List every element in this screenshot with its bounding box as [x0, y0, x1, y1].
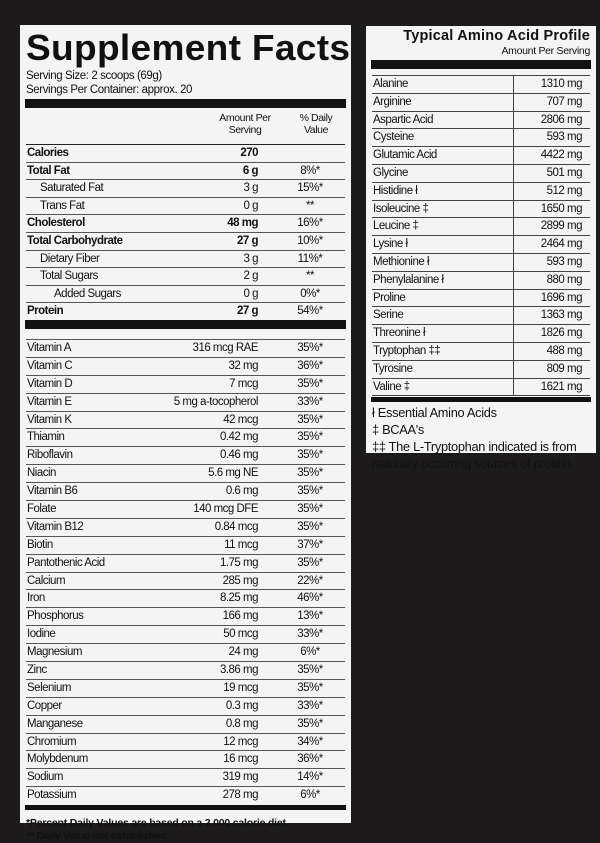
nutrient-row-amount: 3 g: [243, 252, 258, 265]
vitamin-row-daily-value: 36%*: [297, 359, 323, 372]
column-separator: [513, 343, 514, 361]
nutrient-row-name: Trans Fat: [40, 199, 85, 212]
amino-acid-row-name: Leucine ‡: [373, 220, 419, 233]
amino-acid-row-amount: 1696 mg: [540, 291, 582, 304]
vitamin-row-daily-value: 35%*: [297, 502, 323, 515]
amino-acid-row: [372, 183, 590, 201]
amino-acid-row-name: Arginine: [373, 95, 412, 108]
nutrient-row-daily-value: 11%*: [297, 252, 323, 265]
amino-acid-row-name: Glycine: [373, 166, 408, 179]
footnote-dv: *Percent Daily Values are based on a 2,000 calorie diet.: [26, 817, 289, 830]
vitamin-row: [26, 716, 345, 734]
nutrient-row: [26, 180, 345, 198]
vitamin-row-amount: 0.8 mg: [225, 717, 258, 730]
amino-acid-row-name: Lysine ł: [373, 238, 408, 251]
vitamin-row: [26, 394, 345, 412]
vitamin-row-daily-value: 22%*: [297, 574, 323, 587]
nutrient-row-name: Cholesterol: [27, 217, 85, 230]
vitamin-row: [26, 519, 345, 537]
vitamin-row-amount: 0.6 mg: [225, 485, 258, 498]
vitamin-row-amount: 166 mg: [222, 610, 258, 623]
vitamin-row-daily-value: 35%*: [297, 717, 323, 730]
amino-acid-row-name: Valine ‡: [373, 380, 410, 393]
vitamin-row-daily-value: 33%*: [297, 628, 323, 641]
vitamin-row-amount: 24 mg: [228, 646, 258, 659]
vitamin-row-amount: 140 mcg DFE: [193, 502, 258, 515]
vitamin-row-name: Vitamin K: [27, 413, 72, 426]
vitamin-row-daily-value: 35%*: [297, 377, 323, 390]
bottom-divider: [25, 805, 346, 810]
vitamin-row-daily-value: 14%*: [297, 771, 323, 784]
vitamin-row-amount: 0.42 mg: [219, 431, 258, 444]
amino-notes: [372, 402, 590, 472]
vitamin-row-name: Potassium: [27, 789, 77, 802]
spacer: [26, 329, 345, 340]
vitamin-row-daily-value: 35%*: [297, 663, 323, 676]
vitamin-row-amount: 319 mg: [222, 771, 258, 784]
vitamin-row-daily-value: 33%*: [297, 395, 323, 408]
vitamin-row-name: Pantothenic Acid: [27, 556, 105, 569]
vitamin-row-name: Chromium: [27, 735, 77, 748]
vitamin-row-amount: 12 mcg: [223, 735, 258, 748]
tryptophan-note: ‡‡ The L-Tryptophan indicated is from naturally occurring sources of protein.: [372, 439, 577, 472]
serving-size: Serving Size: 2 scoops (69g): [26, 70, 162, 82]
column-separator: [513, 272, 514, 290]
vitamin-row-amount: 16 mcg: [223, 753, 258, 766]
nutrient-row-daily-value: 10%*: [297, 234, 323, 247]
column-separator: [513, 94, 514, 112]
amino-acid-row-name: Serine: [373, 309, 404, 322]
vitamin-row-daily-value: 6%*: [300, 646, 320, 659]
vitamin-row: [26, 769, 345, 787]
vitamin-row-name: Zinc: [27, 663, 47, 676]
nutrient-row-amount: 2 g: [243, 270, 258, 283]
nutrient-row: [26, 233, 345, 251]
vitamin-row-daily-value: 35%*: [297, 341, 323, 354]
amino-acid-row: [372, 379, 590, 397]
amino-acid-row-name: Tyrosine: [373, 362, 413, 375]
amino-acid-row-amount: 512 mg: [546, 184, 582, 197]
nutrient-row-amount: 27 g: [236, 305, 258, 318]
vitamin-row-name: Vitamin D: [27, 377, 73, 390]
vitamin-row-name: Manganese: [27, 717, 83, 730]
amino-acid-row-name: Phenylalanine ł: [373, 273, 444, 286]
amino-acid-row-amount: 1650 mg: [540, 202, 582, 215]
amino-acid-row-amount: 809 mg: [546, 362, 582, 375]
vitamin-row: [26, 376, 345, 394]
column-separator: [513, 218, 514, 236]
vitamin-row: [26, 412, 345, 430]
vitamin-row-amount: 316 mcg RAE: [192, 341, 258, 354]
spacer: [372, 69, 590, 76]
nutrient-row-daily-value: 0%*: [300, 287, 320, 300]
vitamin-row-name: Vitamin A: [27, 341, 71, 354]
vitamin-row-name: Vitamin C: [27, 359, 73, 372]
vitamin-row-daily-value: 34%*: [297, 735, 323, 748]
vitamin-row: [26, 465, 345, 483]
column-separator: [513, 76, 514, 94]
vitamin-row: [26, 662, 345, 680]
amino-acid-row-amount: 4422 mg: [540, 149, 582, 162]
bcaa-note: ‡ BCAA's: [372, 422, 424, 438]
vitamin-row-name: Folate: [27, 502, 56, 515]
vitamin-row-amount: 7 mcg: [229, 377, 258, 390]
vitamin-row: [26, 644, 345, 662]
nutrient-row-amount: 0 g: [243, 199, 258, 212]
nutrient-row-name: Total Sugars: [40, 270, 98, 283]
nutrient-row-amount: 48 mg: [227, 217, 258, 230]
vitamin-row-name: Riboflavin: [27, 449, 73, 462]
amino-acid-row: [372, 325, 590, 343]
thick-divider: [25, 99, 346, 108]
amino-acid-row: [372, 290, 590, 308]
amino-acid-row-amount: 2899 mg: [540, 220, 582, 233]
amino-acid-row-amount: 593 mg: [546, 131, 582, 144]
amino-acid-row-amount: 593 mg: [546, 255, 582, 268]
vitamin-row-daily-value: 35%*: [297, 681, 323, 694]
column-separator: [513, 183, 514, 201]
amino-acid-row-name: Aspartic Acid: [373, 113, 433, 126]
amino-acid-row-amount: 488 mg: [546, 344, 582, 357]
column-separator: [513, 112, 514, 130]
vitamin-row: [26, 734, 345, 752]
vitamin-row: [26, 787, 345, 804]
amino-acid-row-amount: 1363 mg: [540, 309, 582, 322]
footnote-not-established: ** Daily Value not established.: [26, 830, 170, 843]
vitamin-row: [26, 590, 345, 608]
amino-acid-panel: [366, 26, 596, 472]
vitamin-row-amount: 42 mcg: [223, 413, 258, 426]
amino-acid-row-name: Histidine ł: [373, 184, 418, 197]
vitamin-row-amount: 5 mg a-tocopherol: [173, 395, 258, 408]
vitamin-row-name: Thiamin: [27, 431, 65, 444]
vitamin-row-amount: 285 mg: [222, 574, 258, 587]
vitamin-row-daily-value: 33%*: [297, 699, 323, 712]
vitamin-row: [26, 447, 345, 465]
vitamin-row-name: Vitamin B12: [27, 520, 84, 533]
vitamin-row-amount: 5.6 mg NE: [208, 467, 258, 480]
vitamin-row: [26, 751, 345, 769]
vitamin-row-daily-value: 6%*: [300, 789, 320, 802]
vitamin-row-daily-value: 36%*: [297, 753, 323, 766]
vitamin-row-amount: 0.46 mg: [219, 449, 258, 462]
amount-per-serving-header: Amount Per Serving: [219, 112, 271, 136]
vitamin-row-daily-value: 35%*: [297, 520, 323, 533]
vitamin-row: [26, 483, 345, 501]
nutrient-row-amount: 0 g: [243, 287, 258, 300]
vitamin-row-amount: 0.84 mcg: [214, 520, 258, 533]
nutrient-row: [26, 251, 345, 269]
vitamin-row-daily-value: 35%*: [297, 431, 323, 444]
vitamin-row-amount: 0.3 mg: [225, 699, 258, 712]
amino-acid-row-amount: 1621 mg: [540, 380, 582, 393]
vitamin-row-name: Vitamin E: [27, 395, 72, 408]
amino-acid-row-amount: 880 mg: [546, 273, 582, 286]
column-separator: [513, 147, 514, 165]
amino-acid-row-name: Isoleucine ‡: [373, 202, 429, 215]
amino-acid-row-name: Tryptophan ‡‡: [373, 344, 441, 357]
column-separator: [513, 361, 514, 379]
amino-acid-row-amount: 501 mg: [546, 166, 582, 179]
column-separator: [513, 236, 514, 254]
amino-acid-row: [372, 272, 590, 290]
vitamin-row-name: Copper: [27, 699, 62, 712]
amino-acid-row: [372, 254, 590, 272]
nutrient-row-daily-value: **: [306, 270, 314, 283]
nutrient-row: [26, 145, 345, 163]
amino-acid-row-name: Cysteine: [373, 131, 414, 144]
nutrient-row-amount: 270: [240, 147, 258, 159]
vitamin-row-daily-value: 13%*: [297, 610, 323, 623]
vitamin-row: [26, 608, 345, 626]
vitamin-row-amount: 50 mcg: [223, 628, 258, 641]
amino-acid-row: [372, 76, 590, 94]
column-separator: [513, 290, 514, 308]
amino-acid-row: [372, 147, 590, 165]
column-separator: [513, 201, 514, 219]
amino-acid-row-name: Threonine ł: [373, 327, 426, 340]
vitamin-row-amount: 8.25 mg: [219, 592, 258, 605]
vitamin-list: [26, 340, 345, 804]
amino-acid-row: [372, 307, 590, 325]
amino-acid-row: [372, 218, 590, 236]
vitamin-row: [26, 340, 345, 358]
nutrient-row-daily-value: 54%*: [297, 305, 323, 318]
supplement-facts-panel: [20, 25, 351, 843]
essential-note: ł Essential Amino Acids: [372, 405, 497, 421]
vitamin-row-amount: 1.75 mg: [219, 556, 258, 569]
amino-acid-row-name: Glutamic Acid: [373, 149, 437, 162]
column-separator: [513, 165, 514, 183]
vitamin-row-name: Phosphorus: [27, 610, 84, 623]
amino-acid-row: [372, 129, 590, 147]
nutrient-row-daily-value: 16%*: [297, 217, 323, 230]
nutrient-row-daily-value: **: [306, 199, 314, 212]
nutrient-list: [26, 145, 345, 320]
column-separator: [513, 129, 514, 147]
amino-acid-row: [372, 361, 590, 379]
vitamin-row-amount: 3.86 mg: [219, 663, 258, 676]
nutrient-row-amount: 3 g: [243, 182, 258, 195]
supplement-facts-title: Supplement Facts: [26, 27, 351, 68]
amino-acid-row-name: Alanine: [373, 78, 408, 90]
nutrient-row-amount: 27 g: [236, 234, 258, 247]
vitamin-row-daily-value: 37%*: [297, 538, 323, 551]
thick-divider: [25, 320, 346, 329]
amino-acid-row: [372, 94, 590, 112]
column-separator: [513, 325, 514, 343]
vitamin-row-name: Molybdenum: [27, 753, 88, 766]
amino-acid-row: [372, 236, 590, 254]
amino-acid-title: Typical Amino Acid Profile: [403, 28, 590, 44]
amino-acid-row: [372, 201, 590, 219]
vitamin-row: [26, 573, 345, 591]
vitamin-row: [26, 501, 345, 519]
vitamin-row-name: Niacin: [27, 467, 56, 480]
nutrient-row-name: Added Sugars: [54, 287, 121, 300]
vitamin-row-name: Selenium: [27, 681, 71, 694]
column-separator: [513, 307, 514, 325]
vitamin-row: [26, 537, 345, 555]
amino-acid-row-amount: 2806 mg: [540, 113, 582, 126]
vitamin-row-amount: 11 mcg: [224, 538, 258, 551]
vitamin-row: [26, 429, 345, 447]
amino-acid-row: [372, 165, 590, 183]
nutrient-row-name: Protein: [27, 305, 64, 318]
amino-acid-row-name: Methionine ł: [373, 255, 430, 268]
vitamin-row-name: Iron: [27, 592, 45, 605]
nutrient-row: [26, 198, 345, 216]
column-separator: [513, 379, 514, 397]
vitamin-row-daily-value: 35%*: [297, 467, 323, 480]
vitamin-row: [26, 680, 345, 698]
amino-acid-row-name: Proline: [373, 291, 406, 304]
nutrient-row: [26, 268, 345, 286]
amino-acid-row: [372, 343, 590, 361]
vitamin-row-amount: 278 mg: [222, 789, 258, 802]
nutrient-row-name: Total Carbohydrate: [27, 234, 123, 247]
amino-acid-row-amount: 2464 mg: [540, 238, 582, 251]
footnotes: [26, 811, 345, 843]
vitamin-row: [26, 626, 345, 644]
vitamin-row-name: Sodium: [27, 771, 63, 784]
nutrient-row-name: Dietary Fiber: [40, 252, 100, 265]
vitamin-row-daily-value: 35%*: [297, 556, 323, 569]
nutrient-row-name: Total Fat: [27, 164, 70, 177]
nutrient-row-daily-value: 8%*: [300, 164, 320, 177]
nutrient-row-daily-value: 15%*: [297, 182, 323, 195]
vitamin-row-name: Vitamin B6: [27, 485, 78, 498]
vitamin-row: [26, 358, 345, 376]
vitamin-row: [26, 698, 345, 716]
servings-per-container: Servings Per Container: approx. 20: [26, 84, 193, 96]
vitamin-row-daily-value: 46%*: [297, 592, 323, 605]
amino-acid-row-amount: 707 mg: [546, 95, 582, 108]
vitamin-row: [26, 555, 345, 573]
vitamin-row-daily-value: 35%*: [297, 449, 323, 462]
amino-acid-subtitle: Amount Per Serving: [501, 45, 590, 57]
column-header: [26, 108, 345, 144]
column-separator: [513, 254, 514, 272]
amino-acid-row-amount: 1310 mg: [540, 78, 582, 90]
amino-acid-row-amount: 1826 mg: [540, 327, 582, 340]
nutrient-row-amount: 6 g: [242, 164, 258, 177]
nutrient-row-name: Saturated Fat: [40, 182, 104, 195]
amino-acid-row: [372, 112, 590, 130]
vitamin-row-daily-value: 35%*: [297, 413, 323, 426]
vitamin-row-daily-value: 35%*: [297, 485, 323, 498]
vitamin-row-amount: 19 mcg: [223, 681, 258, 694]
vitamin-row-name: Biotin: [27, 538, 53, 551]
amino-acid-list: [372, 76, 590, 396]
daily-value-header: % Daily Value: [299, 112, 333, 136]
nutrient-row: [26, 215, 345, 233]
thick-divider: [371, 60, 591, 69]
nutrient-row-name: Calories: [27, 147, 69, 159]
nutrient-row: [26, 163, 345, 181]
vitamin-row-name: Calcium: [27, 574, 66, 587]
vitamin-row-name: Iodine: [27, 628, 56, 641]
vitamin-row-name: Magnesium: [27, 646, 82, 659]
nutrient-row: [26, 303, 345, 320]
vitamin-row-amount: 32 mg: [228, 359, 258, 372]
nutrient-row: [26, 286, 345, 304]
